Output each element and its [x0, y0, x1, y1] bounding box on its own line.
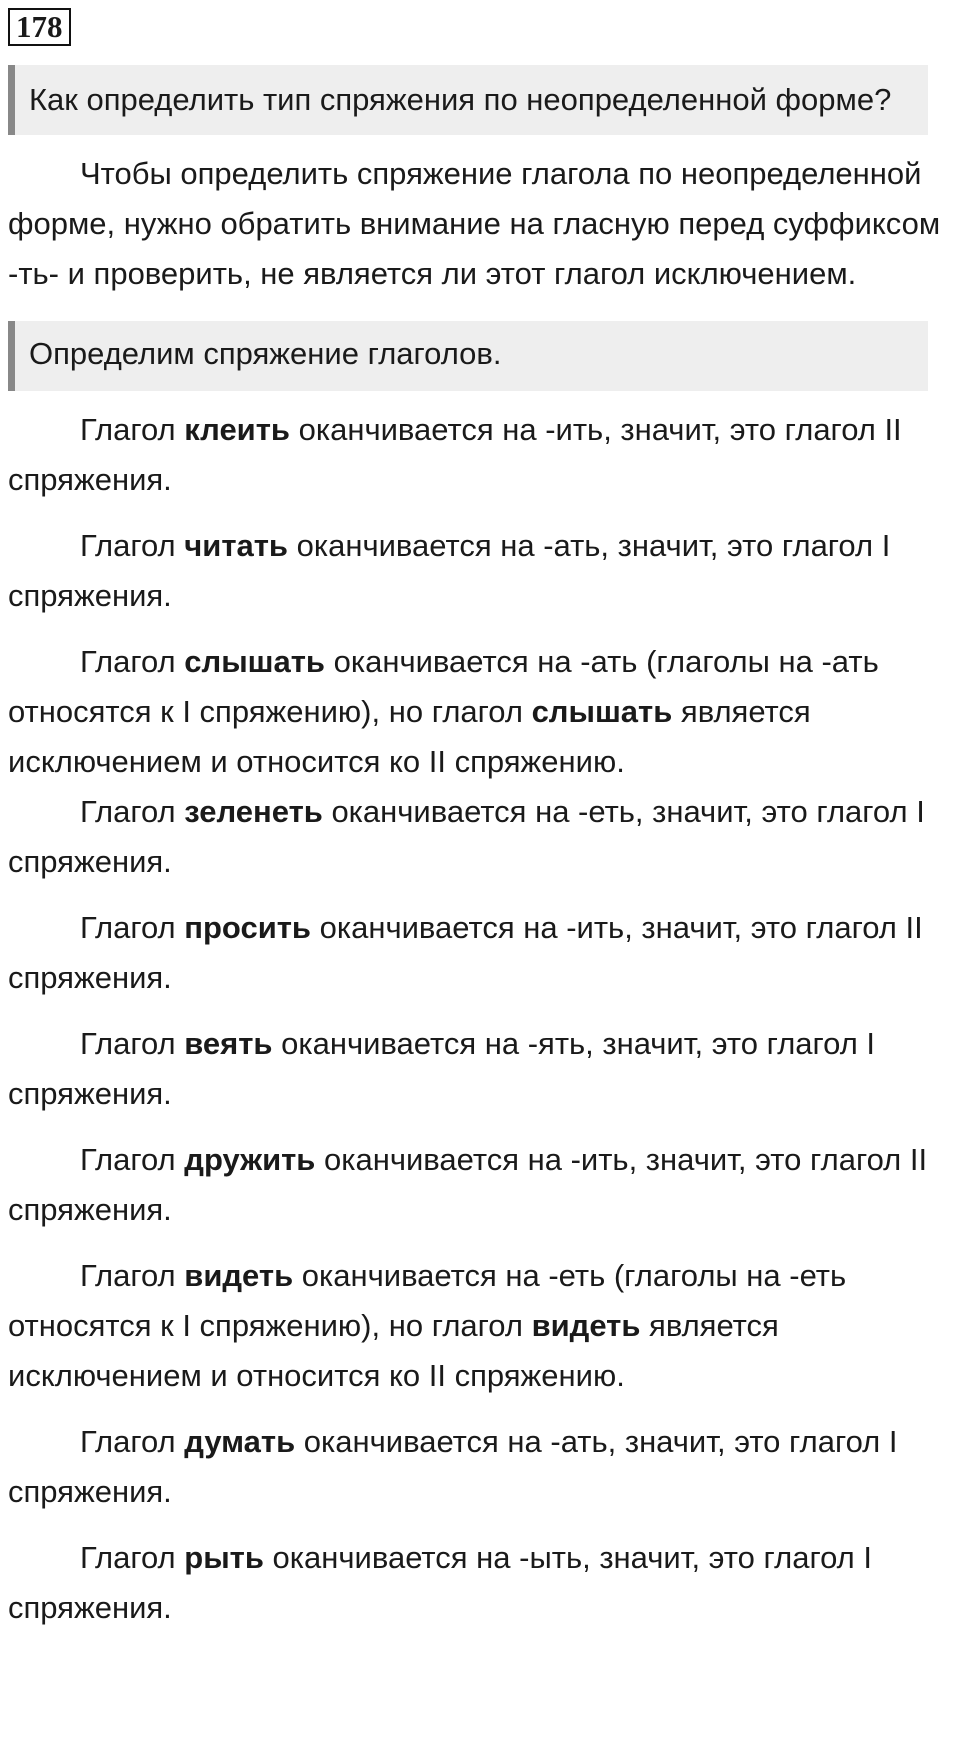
question-box-type: Как определить тип спряжения по неопределенной форме? [8, 65, 928, 135]
verb-word: слышать [531, 694, 673, 729]
verb-word: зеленеть [184, 794, 323, 829]
verb-word: видеть [531, 1308, 641, 1343]
verb-paragraph-prosit: Глагол просить оканчивается на -ить, значит, это глагол II спряжения. [8, 910, 923, 995]
verb-word: читать [184, 528, 288, 563]
verb-paragraph-ryt: Глагол рыть оканчивается на -ыть, значит, это глагол I спряжения. [8, 1540, 872, 1625]
verb-paragraph-chitat: Глагол читать оканчивается на -ать, значит, это глагол I спряжения. [8, 528, 891, 613]
verb-word: просить [184, 910, 311, 945]
question-box-conjugation: Определим спряжение глаголов. [8, 321, 928, 391]
verb-paragraph-slyshat: Глагол слышать оканчивается на -ать (глаголы на -ать относятся к I спряжению), но глагол слышать является исключением и относится ко II спряжению. [8, 644, 879, 779]
verb-paragraph-kleit: Глагол клеить оканчивается на -ить, значит, это глагол II спряжения. [8, 412, 902, 497]
verb-word: веять [184, 1026, 273, 1061]
verb-word: клеить [184, 412, 290, 447]
intro-paragraph: Чтобы определить спряжение глагола по неопределенной форме, нужно обратить внимание на гласную перед суффиксом -ть- и проверить, не является ли этот глагол исключением. [8, 156, 941, 291]
verb-paragraph-dumat: Глагол думать оканчивается на -ать, значит, это глагол I спряжения. [8, 1424, 898, 1509]
task-number: 178 [8, 8, 71, 46]
verb-word: видеть [184, 1258, 294, 1293]
verb-word: рыть [184, 1540, 264, 1575]
verb-word: слышать [184, 644, 325, 679]
verb-word: дружить [184, 1142, 316, 1177]
verb-paragraph-zelenet: Глагол зеленеть оканчивается на -еть, значит, это глагол I спряжения. [8, 794, 925, 879]
verb-paragraph-druzhit: Глагол дружить оканчивается на -ить, значит, это глагол II спряжения. [8, 1142, 928, 1227]
verb-paragraph-videt: Глагол видеть оканчивается на -еть (глаголы на -еть относятся к I спряжению), но глагол видеть является исключением и относится ко II спряжению. [8, 1258, 847, 1393]
verb-word: думать [184, 1424, 296, 1459]
document-page [8, 8, 952, 1649]
verb-paragraph-veyat: Глагол веять оканчивается на -ять, значит, это глагол I спряжения. [8, 1026, 876, 1111]
